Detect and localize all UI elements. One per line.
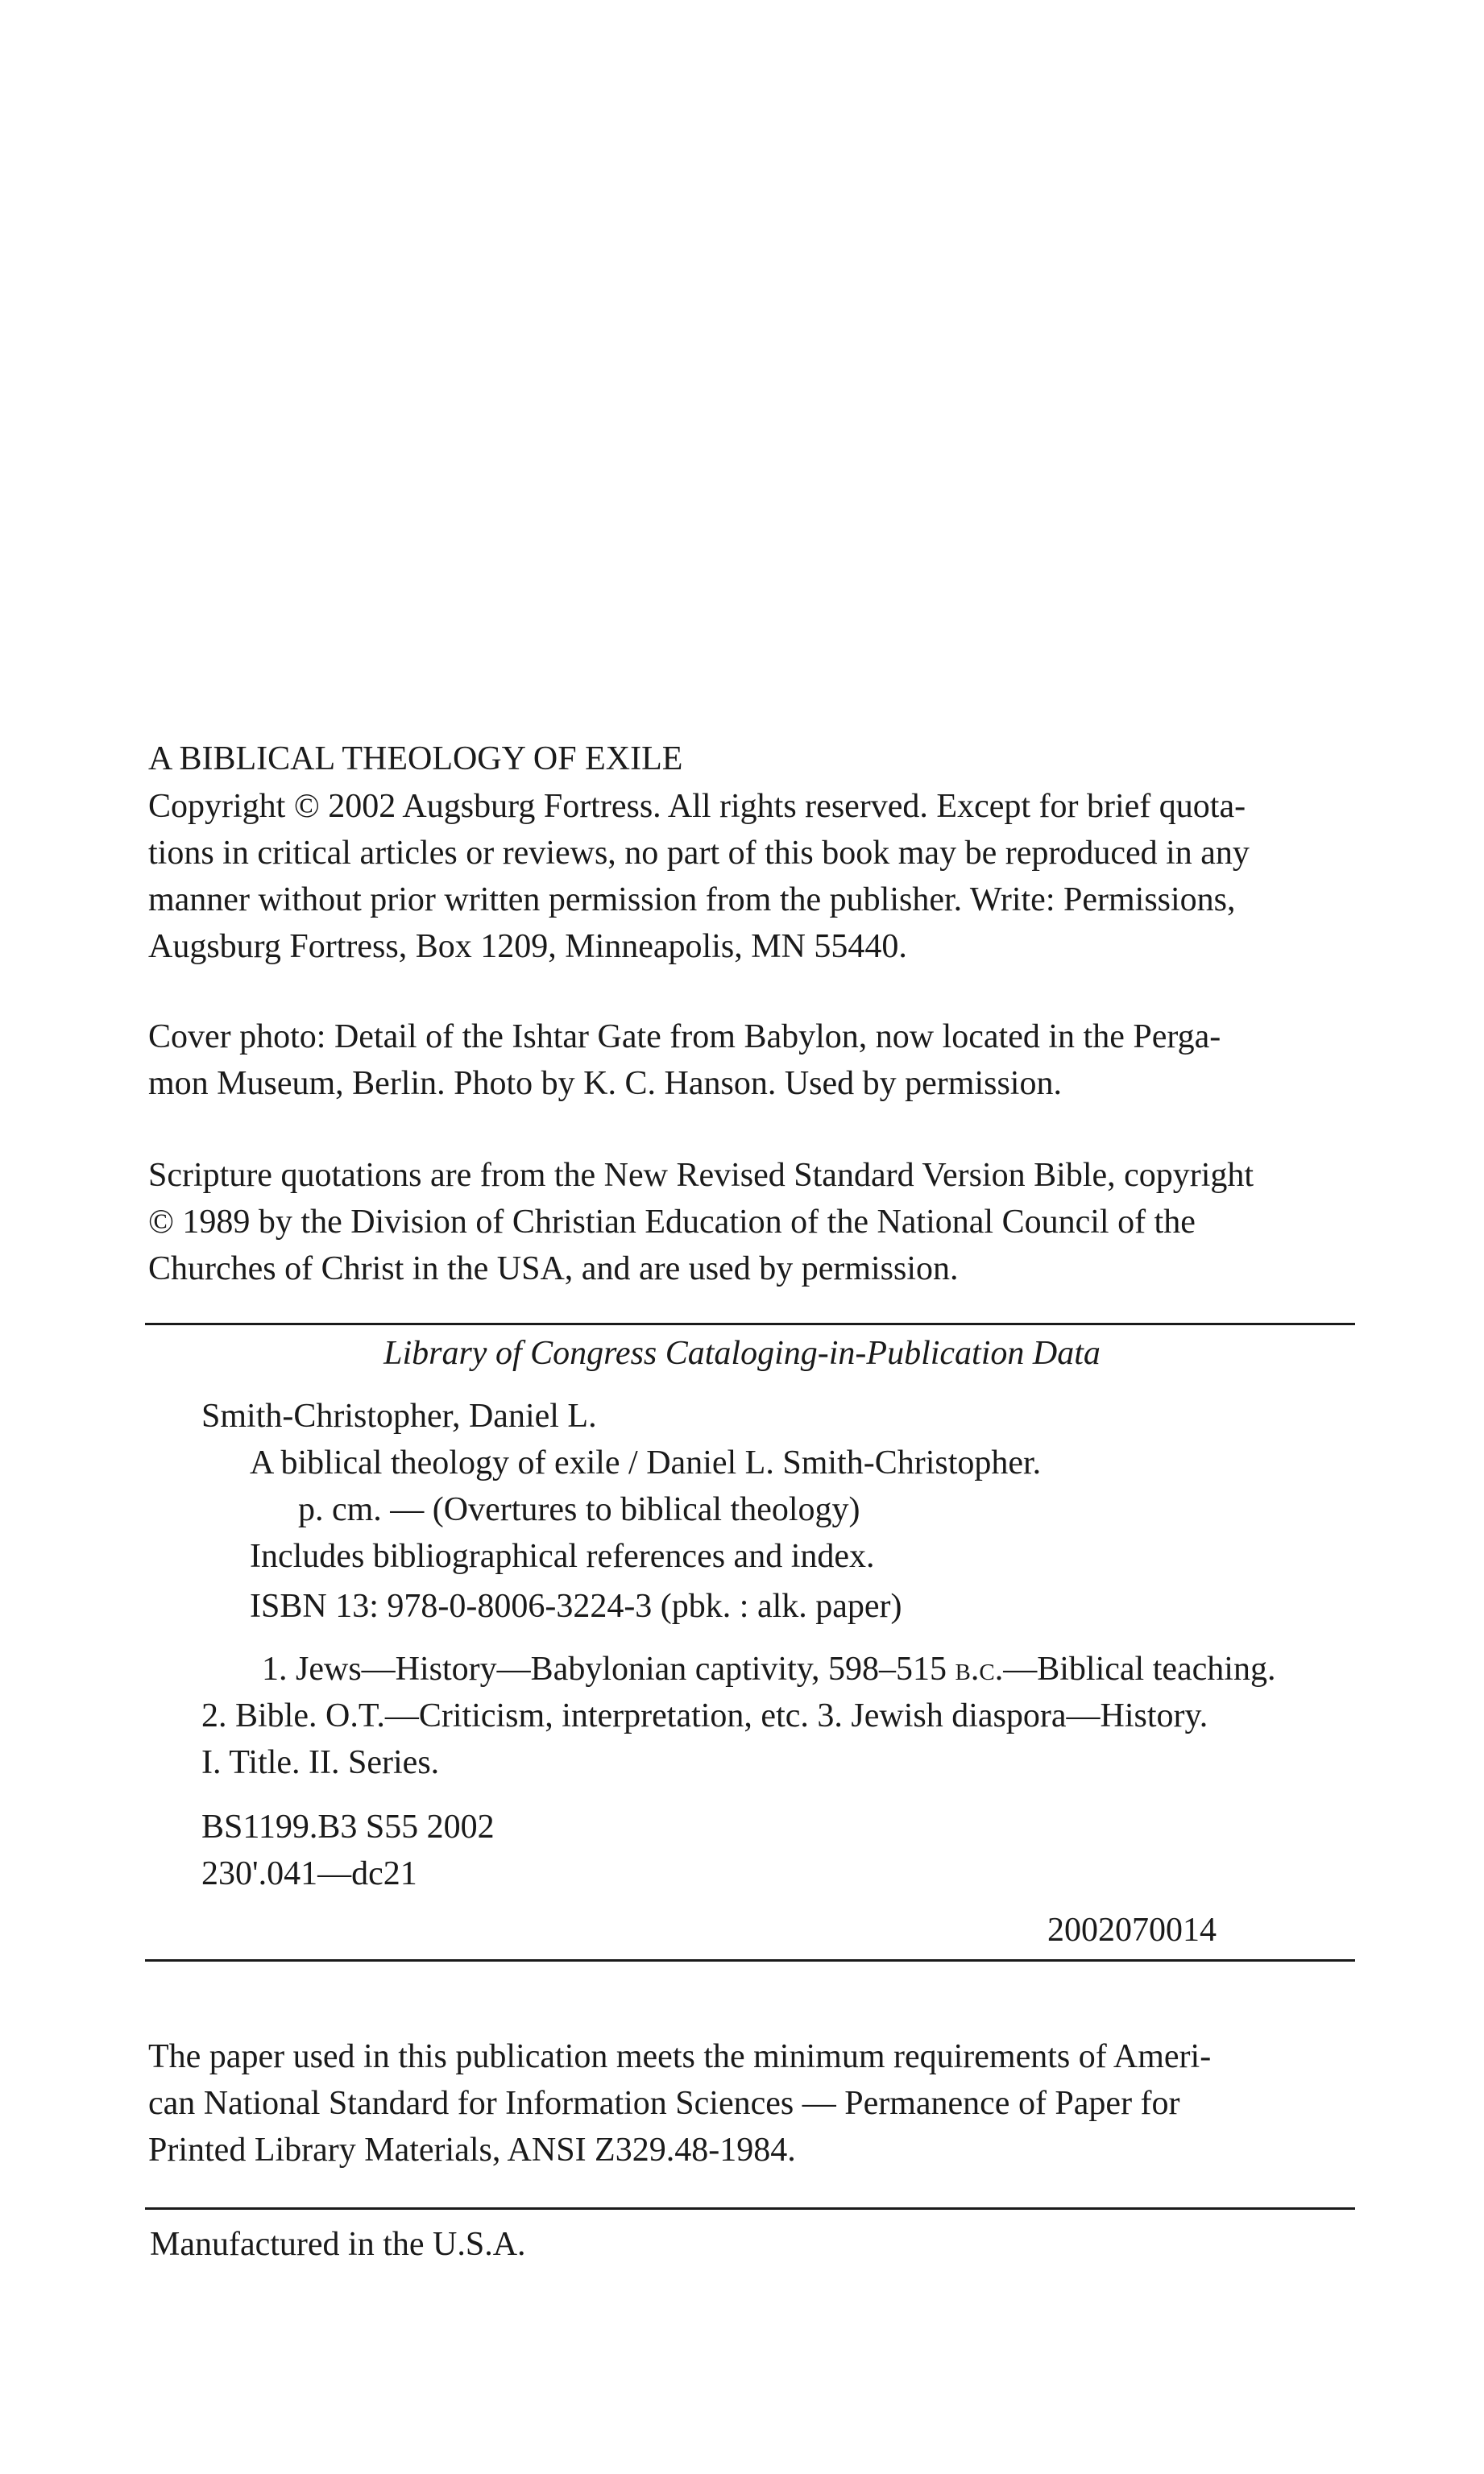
cip-author: Smith-Christopher, Daniel L. [201,1398,597,1435]
copyright-line: Augsburg Fortress, Box 1209, Minneapolis, MN 55440. [148,928,907,965]
cip-era-abbrev: b.c. [955,1651,1004,1688]
cip-subjects-line-3: I. Title. II. Series. [201,1744,440,1781]
cip-top-rule [145,1323,1355,1325]
cip-heading: Library of Congress Cataloging-in-Publication Data [383,1335,1101,1372]
cip-lccn: 2002070014 [1047,1912,1217,1949]
cip-isbn: ISBN 13: 978-0-8006-3224-3 (pbk. : alk. paper) [250,1588,902,1625]
scripture-line: © 1989 by the Division of Christian Education of the National Council of the [148,1204,1196,1241]
paper-line: The paper used in this publication meets the minimum requirements of Ameri- [148,2038,1212,2075]
manufactured-statement: Manufactured in the U.S.A. [150,2226,526,2263]
copyright-notice [148,783,1353,970]
copyright-line: manner without prior written permission from the publisher. Write: Permissions, [148,881,1236,918]
cip-lc-class: BS1199.B3 S55 2002 [201,1809,495,1846]
cip-subjects-line-1 [262,1647,1275,1692]
cip-dewey: 230'.041—dc21 [201,1855,417,1892]
cip-subjects-text: 1. Jews—History—Babylonian captivity, 598–515 [262,1651,947,1688]
cip-title-statement: A biblical theology of exile / Daniel L. Smith-Christopher. [250,1444,1042,1481]
paper-line: can National Standard for Information Sciences — Permanence of Paper for [148,2085,1180,2122]
scripture-permission [148,1152,1353,1292]
cover-photo-line: mon Museum, Berlin. Photo by K. C. Hanson. Used by permission. [148,1065,1062,1102]
paper-bottom-rule [145,2207,1355,2210]
cip-subjects-line-2: 2. Bible. O.T.—Criticism, interpretation, etc. 3. Jewish diaspora—History. [201,1697,1208,1734]
scripture-line: Churches of Christ in the USA, and are used by permission. [148,1250,959,1287]
cip-bottom-rule [145,1959,1355,1962]
copyright-line: Copyright © 2002 Augsburg Fortress. All rights reserved. Except for brief quota- [148,788,1246,825]
paper-line: Printed Library Materials, ANSI Z329.48-1984. [148,2132,796,2169]
book-title: A BIBLICAL THEOLOGY OF EXILE [148,740,683,777]
cip-notes: Includes bibliographical references and index. [250,1538,875,1575]
cover-photo-line: Cover photo: Detail of the Ishtar Gate from Babylon, now located in the Perga- [148,1018,1221,1055]
scripture-line: Scripture quotations are from the New Revised Standard Version Bible, copyright [148,1157,1254,1194]
paper-statement [148,2033,1353,2174]
cip-physical-description: p. cm. — (Overtures to biblical theology) [298,1491,860,1528]
copyright-line: tions in critical articles or reviews, no part of this book may be reproduced in any [148,835,1250,872]
cip-subjects-text: —Biblical teaching. [1003,1651,1276,1688]
cover-photo-credit [148,1013,1353,1107]
